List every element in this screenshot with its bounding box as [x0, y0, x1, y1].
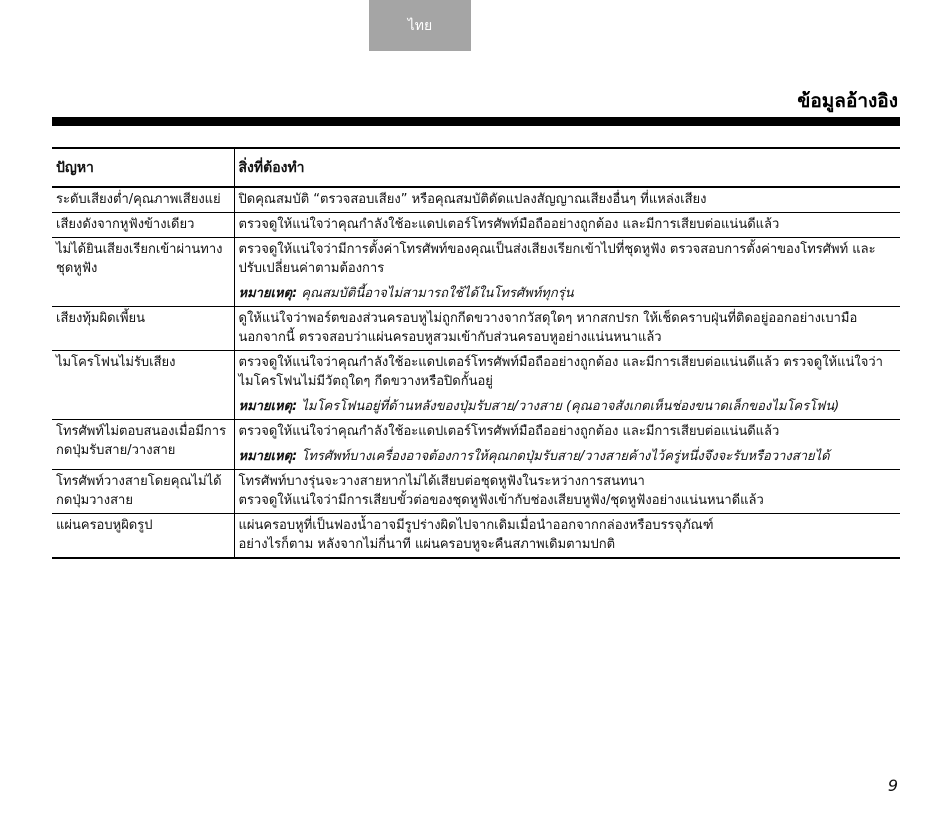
action-cell [234, 213, 900, 238]
table-header-row [52, 148, 900, 187]
action-text: ตรวจดูให้แน่ใจว่าคุณกำลังใช้อะแดปเตอร์โทรศัพท์มือถืออย่างถูกต้อง และมีการเสียบต่อแน่นดีแล้ว [238, 424, 780, 439]
note [239, 447, 895, 466]
action-cell [234, 187, 900, 213]
action-cell [234, 351, 900, 420]
problem-cell: เสียงทุ้มผิดเพี้ยน [52, 307, 234, 351]
table-row [52, 514, 900, 559]
column-header-problem: ปัญหา [52, 148, 234, 187]
note-text: คุณสมบัตินี้อาจไม่สามารถใช้ได้ในโทรศัพท์ทุกรุ่น [301, 286, 574, 301]
problem-cell: โทรศัพท์ไม่ตอบสนองเมื่อมีการกดปุ่มรับสาย/วางสาย [52, 420, 234, 470]
table-row [52, 470, 900, 514]
action-text: ปิดคุณสมบัติ “ตรวจสอบเสียง” หรือคุณสมบัติดัดแปลงสัญญาณเสียงอื่นๆ ที่แหล่งเสียง [238, 192, 707, 207]
troubleshooting-table [52, 147, 900, 559]
table-row [52, 238, 900, 307]
action-text: ตรวจดูให้แน่ใจว่ามีการตั้งค่าโทรศัพท์ของคุณเป็นส่งเสียงเรียกเข้าไปที่ชุดหูฟัง ตรวจสอบการตั้งค่าของโทรศัพท์ และปรับเปลี่ยนค่าตามต้องการ [238, 242, 876, 276]
action-cell [234, 307, 900, 351]
language-tab[interactable]: ไทย [369, 0, 471, 51]
table-row [52, 187, 900, 213]
action-text: ดูให้แน่ใจว่าพอร์ตของส่วนครอบหูไม่ถูกกีดขวางจากวัสดุใดๆ หากสกปรก ให้เช็ดคราบฝุ่นที่ติดอยู่ออกอย่างเบามือ นอกจากนี้ ตรวจสอบว่าแผ่นครอบหูสวมเข้ากับส่วนครอบหูอย่างแน่นหนาแล้ว [238, 311, 858, 345]
problem-cell: โทรศัพท์วางสายโดยคุณไม่ได้กดปุ่มวางสาย [52, 470, 234, 514]
action-text: โทรศัพท์บางรุ่นจะวางสายหากไม่ได้เสียบต่อชุดหูฟังในระหว่างการสนทนา [238, 474, 645, 489]
note-label: หมายเหตุ: [238, 399, 298, 414]
table-row [52, 351, 900, 420]
section-title: ข้อมูลอ้างอิง [797, 90, 898, 112]
action-cell [234, 514, 900, 559]
table-body [52, 187, 900, 558]
note-text: โทรศัพท์บางเครื่องอาจต้องการให้คุณกดปุ่มรับสาย/วางสายค้างไว้ครู่หนึ่งจึงจะรับหรือวางสายได้ [301, 449, 830, 464]
problem-cell: เสียงดังจากหูฟังข้างเดียว [52, 213, 234, 238]
problem-cell: ระดับเสียงต่ำ/คุณภาพเสียงแย่ [52, 187, 234, 213]
note [239, 284, 895, 303]
action-cell [234, 238, 900, 307]
action-text: ตรวจดูให้แน่ใจว่าคุณกำลังใช้อะแดปเตอร์โทรศัพท์มือถืออย่างถูกต้อง และมีการเสียบต่อแน่นดีแล้ว ตรวจดูให้แน่ใจว่าไมโครโฟนไม่มีวัตถุใดๆ กีดขวางหรือปิดกั้นอยู่ [238, 355, 883, 389]
action-cell [234, 420, 900, 470]
action-text: ตรวจดูให้แน่ใจว่าคุณกำลังใช้อะแดปเตอร์โทรศัพท์มือถืออย่างถูกต้อง และมีการเสียบต่อแน่นดีแล้ว [238, 217, 780, 232]
note-text: ไมโครโฟนอยู่ที่ด้านหลังของปุ่มรับสาย/วางสาย (คุณอาจสังเกตเห็นช่องขนาดเล็กของไมโครโฟน) [301, 399, 840, 414]
note [239, 397, 895, 416]
note-label: หมายเหตุ: [238, 286, 298, 301]
action-text: ตรวจดูให้แน่ใจว่ามีการเสียบขั้วต่อของชุดหูฟังเข้ากับช่องเสียบหูฟัง/ชุดหูฟังอย่างแน่นหนาดีแล้ว [238, 493, 764, 508]
page-number: 9 [887, 776, 898, 795]
column-header-action: สิ่งที่ต้องทำ [234, 148, 900, 187]
action-cell [234, 470, 900, 514]
action-text: แผ่นครอบหูที่เป็นฟองน้ำอาจมีรูปร่างผิดไปจากเดิมเมื่อนำออกจากกล่องหรือบรรจุภัณฑ์ [238, 518, 714, 533]
action-text: อย่างไรก็ตาม หลังจากไม่กี่นาที แผ่นครอบหูจะคืนสภาพเดิมตามปกติ [238, 537, 616, 552]
title-rule [52, 117, 900, 126]
problem-cell: ไม่ได้ยินเสียงเรียกเข้าผ่านทางชุดหูฟัง [52, 238, 234, 307]
problem-cell: แผ่นครอบหูผิดรูป [52, 514, 234, 559]
note-label: หมายเหตุ: [238, 449, 298, 464]
table-row [52, 420, 900, 470]
table-row [52, 213, 900, 238]
troubleshooting-table-container [52, 147, 900, 559]
problem-cell: ไมโครโฟนไม่รับเสียง [52, 351, 234, 420]
table-row [52, 307, 900, 351]
